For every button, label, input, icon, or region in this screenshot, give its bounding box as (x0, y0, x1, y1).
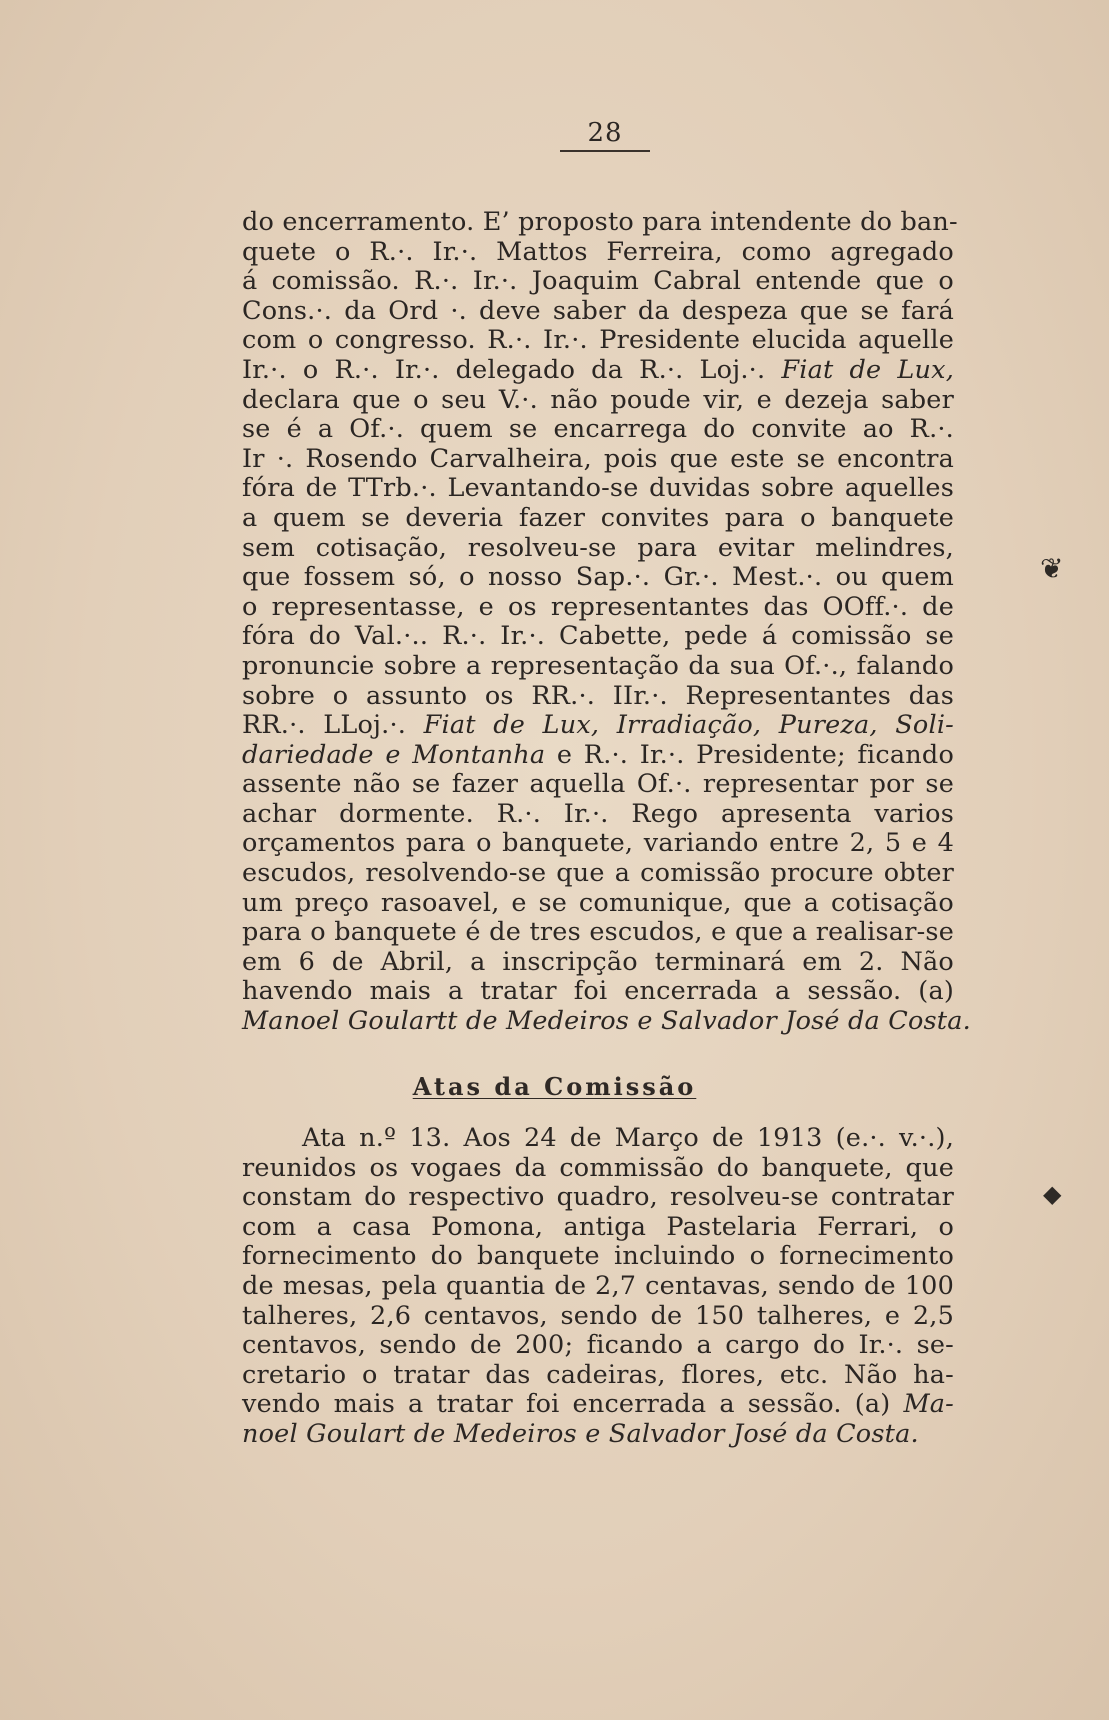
lodge-names-cont: dariedade e Montanha (242, 739, 546, 770)
page-number: 28 (560, 118, 650, 152)
text-line: reunidos os vogaes da commissão do banquete, que (242, 1152, 954, 1183)
text-line: do encerramento. E’ proposto para intendente do ban- (242, 207, 958, 237)
text-line: que fossem só, o nosso Sap.·. Gr.·. Mest.·. ou quem (242, 562, 954, 593)
text-line: de mesas, pela quantia de 2,7 centavas, sendo de 100 (242, 1270, 954, 1301)
text-line: fornecimento do banquete incluindo o fornecimento (242, 1241, 954, 1272)
signature-line (242, 1420, 954, 1450)
text-segment: vendo mais a tratar foi encerrada a sessão. (a) (242, 1389, 891, 1420)
text-line: centavos, sendo de 200; ficando a cargo do Ir.·. se- (242, 1330, 954, 1361)
text-line: em 6 de Abril, a inscripção terminará em 2. Não (242, 946, 954, 977)
signatures: Manoel Goulartt de Medeiros e Salvador José da Costa. (242, 1006, 971, 1037)
text-line: o representasse, e os representantes das OOff.·. de (242, 591, 954, 622)
minutes-entry-13 (242, 1124, 954, 1450)
text-line: declara que o seu V.·. não poude vir, e dezeja saber (242, 384, 954, 415)
text-line (242, 1390, 954, 1420)
signature-line (242, 1006, 971, 1037)
bullet-ornament-icon: ◆ (1043, 1180, 1062, 1208)
text-line: sem cotisação, resolveu-se para evitar melindres, (242, 532, 954, 563)
text-line: cretario o tratar das cadeiras, flores, etc. Não ha- (242, 1359, 954, 1390)
text-line: fóra do Val.·.. R.·. Ir.·. Cabette, pede á comissão se (242, 621, 954, 652)
text-segment: Ir.·. o R.·. Ir.·. delegado da R.·. Loj.·. (242, 354, 766, 385)
signature-start: Ma- (903, 1389, 954, 1420)
lodge-names: Fiat de Lux, Irradiação, Pureza, Soli- (423, 710, 954, 741)
text-line: quete o R.·. Ir.·. Mattos Ferreira, como agregado (242, 236, 954, 267)
text-line: sobre o assunto os RR.·. IIr.·. Representantes das (242, 680, 954, 711)
text-line: escudos, resolvendo-se que a comissão procure obter (242, 858, 954, 889)
text-line: para o banquete é de tres escudos, e que a realisar-se (242, 917, 954, 948)
text-line (242, 356, 954, 386)
text-line: fóra de TTrb.·. Levantando-se duvidas sobre aquelles (242, 473, 954, 504)
text-line: Ir ·. Rosendo Carvalheira, pois que este se encontra (242, 443, 954, 474)
text-line: achar dormente. R.·. Ir.·. Rego apresenta varios (242, 798, 954, 829)
text-line: talheres, 2,6 centavos, sendo de 150 talheres, e 2,5 (242, 1300, 954, 1331)
lodge-name: Fiat de Lux, (781, 354, 955, 385)
text-line: havendo mais a tratar foi encerrada a sessão. (a) (242, 976, 954, 1007)
text-line: assente não se fazer aquella Of.·. representar por se (242, 769, 954, 800)
text-segment: e R.·. Ir.·. Presidente; ficando (556, 739, 954, 770)
text-line: a quem se deveria fazer convites para o banquete (242, 502, 954, 533)
signatures: noel Goulart de Medeiros e Salvador José da Costa. (242, 1418, 919, 1449)
text-line: um preço rasoavel, e se comunique, que a cotisação (242, 887, 954, 918)
minutes-entry-continued (242, 207, 971, 1037)
text-line (242, 711, 954, 741)
text-line: constam do respectivo quadro, resolveu-se contratar (242, 1182, 954, 1213)
text-line: orçamentos para o banquete, variando entre 2, 5 e 4 (242, 828, 954, 859)
text-line: pronuncie sobre a representação da sua Of.·., falando (242, 650, 954, 681)
section-heading: Atas da Comissão (412, 1072, 697, 1101)
text-line: com o congresso. R.·. Ir.·. Presidente elucida aquelle (242, 325, 954, 356)
text-segment: RR.·. LLoj.·. (242, 710, 407, 741)
bullet-ornament-icon: ❦ (1040, 552, 1064, 585)
text-line: Ata n.º 13. Aos 24 de Março de 1913 (e.·. v.·.), (302, 1123, 954, 1153)
text-line (242, 741, 954, 771)
text-line: á comissão. R.·. Ir.·. Joaquim Cabral entende que o (242, 266, 954, 297)
text-line: se é a Of.·. quem se encarrega do convite ao R.·. (242, 414, 954, 445)
text-line: Cons.·. da Ord ·. deve saber da despeza que se fará (242, 295, 954, 326)
text-line: com a casa Pomona, antiga Pastelaria Ferrari, o (242, 1211, 954, 1242)
